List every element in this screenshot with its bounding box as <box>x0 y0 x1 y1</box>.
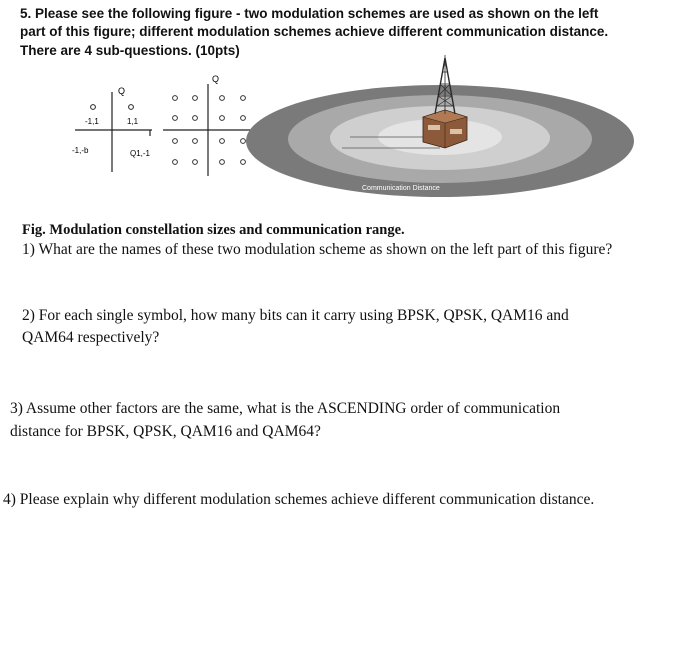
question-2-line-1: 2) For each single symbol, how many bits can it carry using BPSK, QPSK, QAM16 and <box>22 307 569 324</box>
header-line-3: There are 4 sub-questions. (10pts) <box>20 43 240 58</box>
bpsk-bottom-right-label: Q1,-1 <box>130 149 151 158</box>
communication-range-diagram <box>246 55 634 197</box>
question-4: 4) Please explain why different modulation schemes achieve different communication distance. <box>3 491 595 508</box>
header-line-2: part of this figure; different modulation schemes achieve different communication distance. <box>20 24 609 39</box>
bpsk-bottom-left-label: -1,-b <box>72 146 89 155</box>
modulation-figure <box>0 0 700 215</box>
bpsk-point-right <box>129 105 134 110</box>
question-3-line-2: distance for BPSK, QPSK, QAM16 and QAM64? <box>10 423 321 440</box>
distance-label: Communication Distance <box>362 185 440 192</box>
bpsk-q-label: Q <box>118 86 126 96</box>
qam16-constellation <box>163 74 258 176</box>
figure-caption: Fig. Modulation constellation sizes and communication range. <box>22 222 405 238</box>
bpsk-point-left <box>91 105 96 110</box>
qam16-q-label: Q <box>212 74 220 84</box>
header-line-1: 5. Please see the following figure - two modulation schemes are used as shown on the left <box>20 6 599 21</box>
question-1: 1) What are the names of these two modulation scheme as shown on the left part of this figure? <box>22 241 613 258</box>
question-2-line-2: QAM64 respectively? <box>22 329 160 346</box>
bpsk-point-left-label: -1,1 <box>85 117 99 126</box>
bpsk-point-right-label: 1,1 <box>127 117 139 126</box>
bpsk-constellation <box>72 86 152 172</box>
question-3-line-1: 3) Assume other factors are the same, what is the ASCENDING order of communication <box>10 400 561 417</box>
